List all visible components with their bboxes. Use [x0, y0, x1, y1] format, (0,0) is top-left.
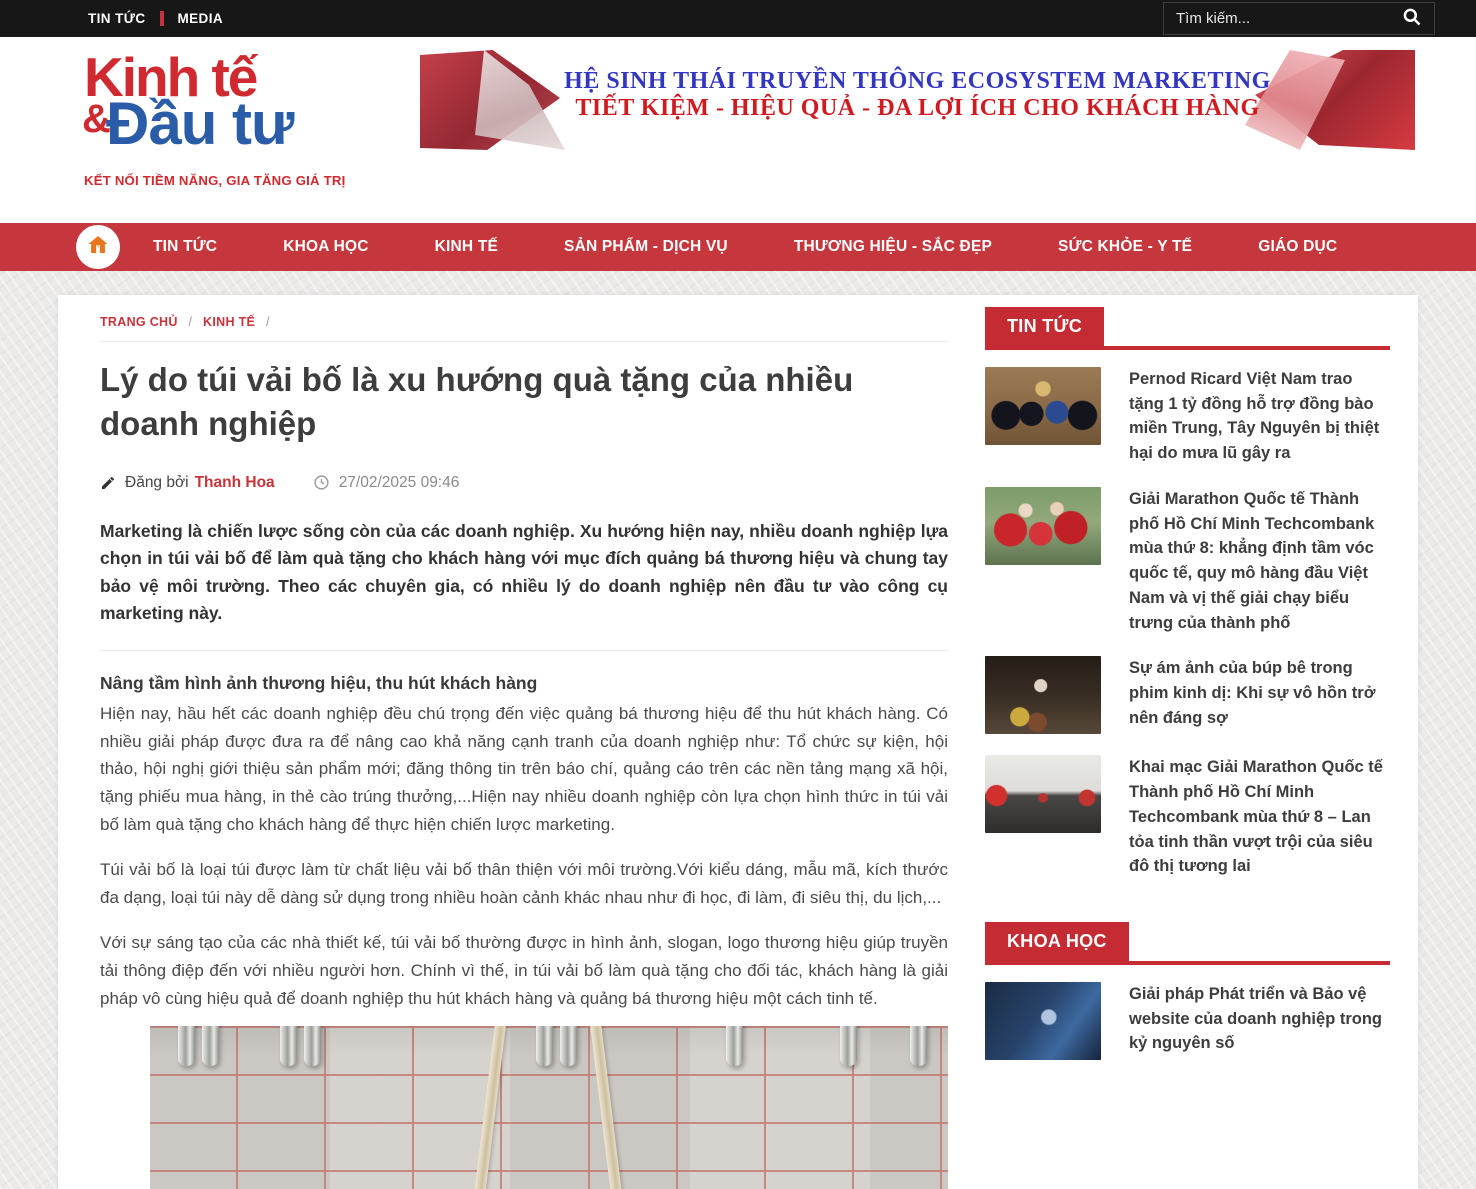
nav-item-tin-tuc[interactable]: TIN TỨC: [153, 238, 218, 255]
search-icon: [1402, 7, 1422, 30]
article-paragraph: Với sự sáng tạo của các nhà thiết kế, túi vải bố thường được in hình ảnh, slogan, logo thương hiệu giúp truyền tải thông điệp đến với nhiều người hơn. Chính vì thế, in túi vải bố làm quà tặng cho đối tác, khách hàng là giải pháp vô cùng hiệu quả để doanh nghiệp thu hút khách hàng và quảng bá thương hiệu một cách tinh tế.: [100, 932, 948, 1008]
news-thumbnail: [985, 755, 1101, 833]
clock-icon: [313, 474, 330, 491]
pencil-icon: [100, 475, 116, 491]
display-hook-icon: [304, 1026, 321, 1066]
sidebar-section-title-tin-tuc[interactable]: TIN TỨC: [985, 307, 1104, 346]
nav-item-kinh-te[interactable]: KINH TẾ: [434, 238, 499, 255]
display-hook-icon: [202, 1026, 219, 1066]
news-thumbnail: [985, 656, 1101, 734]
topbar-link-tin-tuc[interactable]: TIN TỨC: [88, 11, 146, 26]
byline-prefix: Đăng bởi: [125, 473, 189, 491]
news-item[interactable]: [985, 755, 1390, 879]
display-hook-icon: [560, 1026, 577, 1066]
article-paragraph: Túi vải bố là loại túi được làm từ chất liệu vải bố thân thiện với môi trường.Với kiểu dáng, mẫu mã, kích thước đa dạng, loại túi này dễ dàng sử dụng trong nhiều hoàn cảnh khác nhau như đi học, đi làm, đi siêu thị, du lịch,...: [100, 860, 948, 907]
news-thumbnail: [985, 367, 1101, 445]
site-logo[interactable]: [78, 45, 346, 213]
article-byline: [100, 474, 948, 492]
search-button[interactable]: [1390, 3, 1434, 34]
intro-divider: [100, 650, 948, 651]
banner-text: [420, 68, 1415, 122]
main-navigation: [0, 223, 1476, 271]
section-heading: Nâng tầm hình ảnh thương hiệu, thu hút khách hàng: [100, 672, 538, 693]
sidebar-section-header: [985, 307, 1390, 350]
article-paragraph: Hiện nay, hầu hết các doanh nghiệp đều chú trọng đến việc quảng bá thương hiệu để thu hút khách hàng. Có nhiều giải pháp được đưa ra để nâng cao khả năng cạnh tranh của doanh nghiệp như: Tổ chức sự kiện, hội thảo, hội nghị giới thiệu sản phẩm mới; đăng thông tin trên báo chí, quảng cáo trên các nền tảng mạng xã hội, tặng phiếu mua hàng, in thẻ cào trúng thưởng,...Hiện nay nhiều doanh nghiệp còn lựa chọn hình thức in túi vải bố làm quà tặng cho khách hàng để thực hiện chiến lược marketing.: [100, 703, 948, 835]
news-thumbnail: [985, 487, 1101, 565]
top-utility-bar: [0, 0, 1476, 37]
home-button[interactable]: [76, 225, 120, 269]
news-title[interactable]: Giải Marathon Quốc tế Thành phố Hồ Chí Minh Techcombank mùa thứ 8: khẳng định tầm vóc quốc tế, quy mô hàng đầu Việt Nam và vị thế giải chạy biểu trưng của thành phố: [1129, 489, 1375, 632]
display-hook-icon: [536, 1026, 553, 1066]
home-icon: [86, 233, 110, 262]
nav-item-thuong-hieu-sac-dep[interactable]: THƯƠNG HIỆU - SẮC ĐẸP: [793, 238, 993, 255]
advert-banner[interactable]: [420, 50, 1415, 150]
nav-item-san-pham-dich-vu[interactable]: SẢN PHẨM - DỊCH VỤ: [564, 238, 728, 255]
news-title[interactable]: Sự ám ảnh của búp bê trong phim kinh dị: Khi sự vô hồn trở nên đáng sợ: [1129, 659, 1376, 727]
display-hook-icon: [910, 1026, 927, 1066]
site-header: [0, 37, 1476, 223]
author-link[interactable]: Thanh Hoa: [194, 473, 275, 491]
banner-line-1: HỆ SINH THÁI TRUYỀN THÔNG ECOSYSTEM MARKETING: [564, 68, 1271, 94]
article-photo: [150, 1026, 948, 1189]
display-hook-icon: [178, 1026, 195, 1066]
logo-word-kinh-te: Kinh tế: [84, 46, 257, 108]
sidebar-section-gap: [985, 900, 1390, 922]
bag-strap-icon: [589, 1026, 632, 1189]
breadcrumb-separator: /: [265, 315, 270, 329]
breadcrumb-divider: [100, 341, 948, 342]
breadcrumb: [100, 315, 948, 329]
sidebar-section-header: [985, 922, 1390, 965]
news-thumbnail: [985, 982, 1101, 1060]
news-item[interactable]: [985, 656, 1390, 734]
sidebar-section-title-khoa-hoc[interactable]: KHOA HỌC: [985, 922, 1129, 961]
news-item[interactable]: [985, 982, 1390, 1060]
sidebar-news-list: [985, 367, 1390, 879]
article-intro: Marketing là chiến lược sống còn của các doanh nghiệp. Xu hướng hiện nay, nhiều doanh nghiệp lựa chọn in túi vải bố để làm quà tặng cho khách hàng với mục đích quảng bá thương hiệu và chung tay bảo vệ môi trường. Theo các chuyên gia, có nhiều lý do doanh nghiệp nên đầu tư vào công cụ marketing này.: [100, 520, 948, 624]
news-title[interactable]: Khai mạc Giải Marathon Quốc tế Thành phố Hồ Chí Minh Techcombank mùa thứ 8 – Lan tỏa tinh thần vượt trội của siêu đô thị tương lai: [1129, 758, 1383, 876]
bag-strap-icon: [464, 1026, 507, 1189]
logo-ampersand: &: [82, 97, 111, 141]
logo-tagline: KẾT NỐI TIỀM NĂNG, GIA TĂNG GIÁ TRỊ: [84, 173, 346, 188]
nav-item-suc-khoe-y-te[interactable]: SỨC KHỎE - Y TẾ: [1058, 238, 1193, 255]
display-hook-icon: [280, 1026, 297, 1066]
breadcrumb-category[interactable]: KINH TẾ: [203, 315, 256, 329]
banner-line-2: TIẾT KIỆM - HIỆU QUẢ - ĐA LỢI ÍCH CHO KHÁCH HÀNG: [575, 95, 1260, 121]
topbar-links: [88, 11, 223, 26]
article-title: Lý do túi vải bố là xu hướng quà tặng của nhiều doanh nghiệp: [100, 361, 854, 442]
logo-word-dau-tu: Đầu tư: [106, 90, 294, 157]
article-column: [100, 295, 948, 1189]
topbar-link-media[interactable]: MEDIA: [177, 11, 223, 26]
search-input[interactable]: [1164, 10, 1390, 27]
breadcrumb-home[interactable]: TRANG CHỦ: [100, 315, 178, 329]
display-hook-icon: [726, 1026, 743, 1066]
publish-datetime: 27/02/2025 09:46: [338, 473, 460, 491]
news-title[interactable]: Pernod Ricard Việt Nam trao tặng 1 tỷ đồng hỗ trợ đồng bào miền Trung, Tây Nguyên bị thiệt hại do mưa lũ gây ra: [1129, 369, 1380, 463]
nav-item-giao-duc[interactable]: GIÁO DỤC: [1258, 238, 1338, 255]
display-hook-icon: [840, 1026, 857, 1066]
sidebar-news-list: [985, 982, 1390, 1060]
nav-item-khoa-hoc[interactable]: KHOA HỌC: [283, 238, 369, 255]
topbar-divider: [160, 11, 164, 26]
news-item[interactable]: [985, 367, 1390, 466]
search-box: [1163, 2, 1435, 35]
content-card: [58, 295, 1418, 1189]
news-title[interactable]: Giải pháp Phát triển và Bảo vệ website của doanh nghiệp trong kỷ nguyên số: [1129, 984, 1383, 1053]
sidebar: [985, 307, 1390, 1081]
breadcrumb-separator: /: [188, 315, 193, 329]
news-item[interactable]: [985, 487, 1390, 636]
